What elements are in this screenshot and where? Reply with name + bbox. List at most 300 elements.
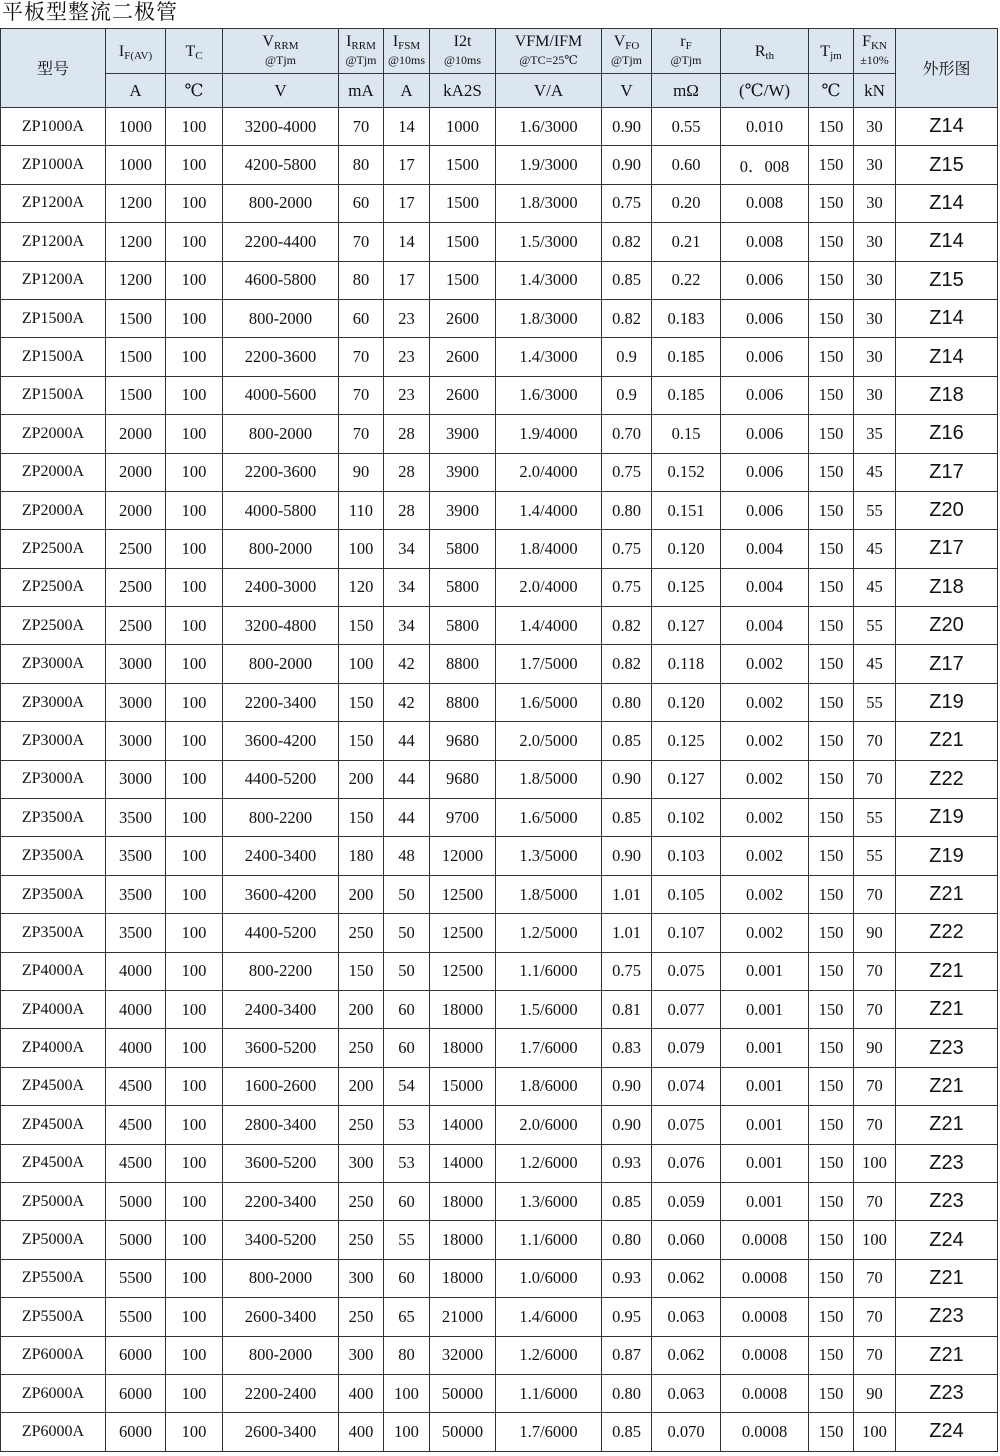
cell-rf: 0.063 (652, 1298, 721, 1336)
cell-tc: 100 (166, 799, 223, 837)
header-vfm-ifm-sym: VFM/IFM (514, 33, 583, 50)
cell-if-av: 1200 (106, 223, 166, 261)
cell-vfm-ifm: 1.8/4000 (496, 530, 602, 568)
header-ifsm-sub: FSM (398, 40, 421, 52)
cell-tc: 100 (166, 760, 223, 798)
cell-vfm-ifm: 1.1/6000 (496, 1221, 602, 1259)
cell-model: ZP2500A (1, 530, 106, 568)
cell-rf: 0.063 (652, 1374, 721, 1412)
cell-vfo: 0.9 (602, 376, 652, 414)
cell-vrrm: 800-2000 (223, 1259, 339, 1297)
cell-vrrm: 3200-4000 (223, 108, 339, 146)
cell-vfo: 1.01 (602, 875, 652, 913)
unit-if-av: A (106, 74, 166, 108)
cell-vfo: 0.82 (602, 223, 652, 261)
cell-rth: 0.004 (721, 568, 809, 606)
table-row (1, 146, 998, 184)
cell-tc: 100 (166, 1221, 223, 1259)
cell-shape: Z14 (896, 299, 998, 337)
cell-i2t: 18000 (430, 990, 496, 1028)
cell-if-av: 1500 (106, 299, 166, 337)
cell-rf: 0.079 (652, 1029, 721, 1067)
cell-vfo: 0.90 (602, 146, 652, 184)
cell-i2t: 9700 (430, 799, 496, 837)
cell-i2t: 32000 (430, 1336, 496, 1374)
cell-tjm: 150 (809, 491, 854, 529)
cell-tjm: 150 (809, 338, 854, 376)
cell-vrrm: 800-2200 (223, 799, 339, 837)
cell-rf: 0.22 (652, 261, 721, 299)
cell-tjm: 150 (809, 952, 854, 990)
cell-rth: 0.006 (721, 491, 809, 529)
cell-ifsm: 60 (384, 1182, 430, 1220)
header-i2t (430, 29, 496, 74)
cell-fkn: 55 (854, 607, 896, 645)
cell-ifsm: 42 (384, 645, 430, 683)
cell-rf: 0.152 (652, 453, 721, 491)
cell-rth: 0.0008 (721, 1259, 809, 1297)
cell-fkn: 70 (854, 722, 896, 760)
header-ifsm-sym: I (392, 33, 399, 50)
table-row (1, 607, 998, 645)
cell-shape: Z24 (896, 1221, 998, 1259)
cell-vfo: 0.9 (602, 338, 652, 376)
cell-ifsm: 34 (384, 568, 430, 606)
cell-rf: 0.125 (652, 568, 721, 606)
cell-rth: 0.0008 (721, 1298, 809, 1336)
cell-vfo: 0.85 (602, 1413, 652, 1451)
cell-rth: 0.0008 (721, 1336, 809, 1374)
table-row (1, 914, 998, 952)
cell-model: ZP3500A (1, 799, 106, 837)
cell-i2t: 12500 (430, 914, 496, 952)
cell-vfm-ifm: 1.8/3000 (496, 184, 602, 222)
cell-vrrm: 3600-4200 (223, 722, 339, 760)
cell-irrm: 400 (339, 1374, 384, 1412)
cell-vrrm: 4000-5800 (223, 491, 339, 529)
cell-rf: 0.127 (652, 607, 721, 645)
cell-ifsm: 44 (384, 799, 430, 837)
cell-if-av: 3000 (106, 645, 166, 683)
cell-fkn: 35 (854, 415, 896, 453)
header-rf-sym: r (680, 33, 686, 50)
header-fkn-cond: ±10% (860, 53, 889, 67)
cell-shape: Z20 (896, 607, 998, 645)
cell-vfm-ifm: 1.8/6000 (496, 1067, 602, 1105)
cell-tc: 100 (166, 683, 223, 721)
cell-vfm-ifm: 1.4/4000 (496, 491, 602, 529)
cell-fkn: 45 (854, 645, 896, 683)
cell-rf: 0.059 (652, 1182, 721, 1220)
cell-tc: 100 (166, 1182, 223, 1220)
cell-rth: 0.0008 (721, 1413, 809, 1451)
table-row (1, 184, 998, 222)
cell-rth: 0.006 (721, 376, 809, 414)
cell-model: ZP3000A (1, 760, 106, 798)
header-row-params (1, 29, 998, 74)
cell-if-av: 5500 (106, 1259, 166, 1297)
cell-vfo: 0.82 (602, 299, 652, 337)
cell-tjm: 150 (809, 645, 854, 683)
cell-irrm: 250 (339, 1182, 384, 1220)
cell-vrrm: 2800-3400 (223, 1106, 339, 1144)
cell-irrm: 250 (339, 1029, 384, 1067)
cell-irrm: 180 (339, 837, 384, 875)
cell-fkn: 30 (854, 261, 896, 299)
cell-ifsm: 100 (384, 1413, 430, 1451)
header-vrrm-sym: V (262, 33, 275, 50)
cell-shape: Z21 (896, 1067, 998, 1105)
cell-if-av: 2500 (106, 568, 166, 606)
cell-rth: 0.001 (721, 1182, 809, 1220)
cell-irrm: 150 (339, 799, 384, 837)
cell-vrrm: 2200-4400 (223, 223, 339, 261)
cell-tjm: 150 (809, 530, 854, 568)
table-row (1, 1259, 998, 1297)
cell-vfm-ifm: 2.0/4000 (496, 568, 602, 606)
cell-vfm-ifm: 1.8/3000 (496, 299, 602, 337)
cell-rth: 0.002 (721, 760, 809, 798)
cell-fkn: 90 (854, 1374, 896, 1412)
cell-irrm: 90 (339, 453, 384, 491)
cell-tc: 100 (166, 491, 223, 529)
cell-model: ZP4000A (1, 952, 106, 990)
table-row (1, 1374, 998, 1412)
cell-fkn: 30 (854, 108, 896, 146)
cell-if-av: 6000 (106, 1413, 166, 1451)
table-row (1, 683, 998, 721)
cell-fkn: 55 (854, 837, 896, 875)
cell-rf: 0.125 (652, 722, 721, 760)
cell-fkn: 100 (854, 1413, 896, 1451)
cell-ifsm: 54 (384, 1067, 430, 1105)
cell-tc: 100 (166, 1336, 223, 1374)
cell-ifsm: 28 (384, 415, 430, 453)
cell-rth: 0.001 (721, 1144, 809, 1182)
cell-vfm-ifm: 1.3/5000 (496, 837, 602, 875)
cell-i2t: 12000 (430, 837, 496, 875)
table-row (1, 1221, 998, 1259)
cell-ifsm: 23 (384, 376, 430, 414)
cell-if-av: 6000 (106, 1374, 166, 1412)
table-row (1, 1182, 998, 1220)
cell-model: ZP6000A (1, 1336, 106, 1374)
table-row (1, 645, 998, 683)
cell-shape: Z21 (896, 722, 998, 760)
cell-rth: 0.001 (721, 1067, 809, 1105)
cell-vfo: 0.75 (602, 952, 652, 990)
table-row (1, 875, 998, 913)
cell-irrm: 300 (339, 1259, 384, 1297)
cell-i2t: 3900 (430, 415, 496, 453)
cell-shape: Z15 (896, 261, 998, 299)
cell-if-av: 2000 (106, 453, 166, 491)
cell-tc: 100 (166, 1029, 223, 1067)
cell-i2t: 1500 (430, 146, 496, 184)
cell-ifsm: 34 (384, 607, 430, 645)
cell-tjm: 150 (809, 261, 854, 299)
cell-rth: 0.002 (721, 645, 809, 683)
table-row (1, 415, 998, 453)
cell-ifsm: 28 (384, 453, 430, 491)
cell-irrm: 150 (339, 952, 384, 990)
cell-irrm: 250 (339, 1106, 384, 1144)
cell-tc: 100 (166, 1144, 223, 1182)
table-row (1, 1106, 998, 1144)
cell-vrrm: 800-2000 (223, 299, 339, 337)
header-tjm-sub: jm (830, 49, 842, 62)
cell-tjm: 150 (809, 914, 854, 952)
cell-shape: Z21 (896, 1259, 998, 1297)
cell-vfo: 0.90 (602, 760, 652, 798)
cell-rth: 0.002 (721, 722, 809, 760)
cell-fkn: 70 (854, 1259, 896, 1297)
cell-i2t: 5800 (430, 607, 496, 645)
cell-vfo: 0.90 (602, 837, 652, 875)
cell-i2t: 1000 (430, 108, 496, 146)
cell-if-av: 3500 (106, 875, 166, 913)
cell-tjm: 150 (809, 722, 854, 760)
cell-vfm-ifm: 2.0/5000 (496, 722, 602, 760)
cell-rth: 0.002 (721, 683, 809, 721)
cell-i2t: 14000 (430, 1144, 496, 1182)
cell-vrrm: 2200-2400 (223, 1374, 339, 1412)
unit-tc: ℃ (166, 74, 223, 108)
cell-i2t: 3900 (430, 453, 496, 491)
cell-tjm: 150 (809, 1336, 854, 1374)
cell-tjm: 150 (809, 223, 854, 261)
header-tc-sub: C (195, 49, 203, 62)
cell-fkn: 70 (854, 1067, 896, 1105)
cell-vfm-ifm: 1.6/3000 (496, 108, 602, 146)
cell-rf: 0.070 (652, 1413, 721, 1451)
cell-vfo: 0.75 (602, 453, 652, 491)
cell-vrrm: 4400-5200 (223, 914, 339, 952)
cell-rth: 0.008 (721, 184, 809, 222)
cell-i2t: 15000 (430, 1067, 496, 1105)
cell-vfm-ifm: 1.5/6000 (496, 990, 602, 1028)
cell-i2t: 3900 (430, 491, 496, 529)
unit-rth: (℃/W) (721, 74, 809, 108)
cell-tjm: 150 (809, 1374, 854, 1412)
cell-vrrm: 2200-3600 (223, 338, 339, 376)
cell-tjm: 150 (809, 990, 854, 1028)
cell-tjm: 150 (809, 1413, 854, 1451)
cell-tjm: 150 (809, 683, 854, 721)
table-row (1, 799, 998, 837)
cell-model: ZP2000A (1, 415, 106, 453)
cell-vrrm: 4000-5600 (223, 376, 339, 414)
cell-tjm: 150 (809, 1221, 854, 1259)
cell-vfo: 0.90 (602, 1106, 652, 1144)
cell-model: ZP1000A (1, 108, 106, 146)
cell-model: ZP4500A (1, 1106, 106, 1144)
cell-irrm: 200 (339, 1067, 384, 1105)
cell-vfm-ifm: 1.4/3000 (496, 261, 602, 299)
cell-model: ZP2000A (1, 491, 106, 529)
cell-ifsm: 17 (384, 184, 430, 222)
cell-ifsm: 80 (384, 1336, 430, 1374)
cell-tjm: 150 (809, 415, 854, 453)
table-row (1, 837, 998, 875)
cell-rf: 0.185 (652, 338, 721, 376)
cell-if-av: 4500 (106, 1067, 166, 1105)
header-if-av (106, 29, 166, 74)
cell-vfm-ifm: 1.7/6000 (496, 1413, 602, 1451)
cell-rf: 0.60 (652, 146, 721, 184)
cell-i2t: 5800 (430, 530, 496, 568)
cell-shape: Z24 (896, 1413, 998, 1451)
cell-if-av: 3000 (106, 760, 166, 798)
cell-if-av: 3500 (106, 837, 166, 875)
cell-i2t: 2600 (430, 299, 496, 337)
cell-model: ZP1500A (1, 299, 106, 337)
header-tc (166, 29, 223, 74)
header-tc-sym: T (185, 42, 196, 60)
header-rth (721, 29, 809, 74)
table-row (1, 990, 998, 1028)
cell-vrrm: 2200-3400 (223, 683, 339, 721)
cell-if-av: 1000 (106, 108, 166, 146)
cell-tjm: 150 (809, 299, 854, 337)
cell-rth: 0.002 (721, 837, 809, 875)
cell-model: ZP6000A (1, 1374, 106, 1412)
cell-model: ZP1500A (1, 338, 106, 376)
cell-if-av: 3500 (106, 914, 166, 952)
cell-rth: 0.001 (721, 1106, 809, 1144)
cell-tjm: 150 (809, 376, 854, 414)
cell-tjm: 150 (809, 184, 854, 222)
cell-irrm: 70 (339, 338, 384, 376)
cell-rth: 0.004 (721, 607, 809, 645)
cell-i2t: 9680 (430, 760, 496, 798)
cell-vfm-ifm: 1.1/6000 (496, 952, 602, 990)
cell-irrm: 80 (339, 146, 384, 184)
cell-vfm-ifm: 1.9/3000 (496, 146, 602, 184)
cell-tjm: 150 (809, 1106, 854, 1144)
cell-ifsm: 60 (384, 990, 430, 1028)
unit-i2t: kA2S (430, 74, 496, 108)
cell-vfo: 0.81 (602, 990, 652, 1028)
cell-shape: Z14 (896, 223, 998, 261)
header-vfo-sym: V (613, 33, 626, 50)
cell-shape: Z18 (896, 376, 998, 414)
page-title: 平板型整流二极管 (2, 0, 178, 24)
cell-vfo: 0.93 (602, 1144, 652, 1182)
cell-i2t: 2600 (430, 338, 496, 376)
cell-if-av: 4500 (106, 1144, 166, 1182)
cell-tjm: 150 (809, 1029, 854, 1067)
cell-shape: Z18 (896, 568, 998, 606)
cell-vfo: 0.87 (602, 1336, 652, 1374)
cell-i2t: 50000 (430, 1413, 496, 1451)
cell-fkn: 70 (854, 1336, 896, 1374)
header-model: 型号 (1, 29, 106, 108)
cell-irrm: 400 (339, 1413, 384, 1451)
cell-rf: 0.102 (652, 799, 721, 837)
header-fkn-sym: F (862, 33, 871, 50)
unit-ifsm: A (384, 74, 430, 108)
header-vfo-sub: FO (625, 40, 640, 52)
cell-shape: Z17 (896, 453, 998, 491)
cell-irrm: 70 (339, 415, 384, 453)
cell-fkn: 55 (854, 799, 896, 837)
cell-vfm-ifm: 1.6/5000 (496, 799, 602, 837)
cell-vrrm: 800-2000 (223, 530, 339, 568)
header-vfm-ifm-cond: @TC=25℃ (519, 53, 578, 67)
table-row (1, 223, 998, 261)
unit-vrrm: V (223, 74, 339, 108)
cell-tjm: 150 (809, 568, 854, 606)
cell-vrrm: 3600-4200 (223, 875, 339, 913)
cell-irrm: 250 (339, 1298, 384, 1336)
cell-irrm: 100 (339, 645, 384, 683)
header-vrrm (223, 29, 339, 74)
cell-model: ZP3500A (1, 875, 106, 913)
cell-fkn: 30 (854, 146, 896, 184)
cell-if-av: 2500 (106, 530, 166, 568)
cell-tjm: 150 (809, 1144, 854, 1182)
header-fkn-sub: KN (871, 40, 887, 52)
cell-vrrm: 2400-3400 (223, 837, 339, 875)
cell-i2t: 18000 (430, 1029, 496, 1067)
cell-rth: 0.001 (721, 1029, 809, 1067)
cell-irrm: 60 (339, 299, 384, 337)
header-if-av-sub: F(AV) (124, 49, 153, 62)
cell-rf: 0.105 (652, 875, 721, 913)
header-irrm-cond: @Tjm (345, 53, 377, 67)
cell-shape: Z17 (896, 530, 998, 568)
cell-model: ZP1200A (1, 223, 106, 261)
cell-i2t: 2600 (430, 376, 496, 414)
cell-tc: 100 (166, 645, 223, 683)
header-vfo-cond: @Tjm (610, 53, 643, 67)
cell-tc: 100 (166, 1413, 223, 1451)
cell-fkn: 30 (854, 299, 896, 337)
cell-shape: Z14 (896, 338, 998, 376)
header-i2t-cond: @10ms (443, 53, 482, 67)
cell-vfm-ifm: 1.0/6000 (496, 1259, 602, 1297)
header-rth-sym: R (754, 42, 766, 60)
cell-vfm-ifm: 1.2/6000 (496, 1336, 602, 1374)
cell-vrrm: 3400-5200 (223, 1221, 339, 1259)
cell-vfm-ifm: 1.5/3000 (496, 223, 602, 261)
header-vfo (602, 29, 652, 74)
cell-irrm: 300 (339, 1336, 384, 1374)
cell-vfo: 0.82 (602, 607, 652, 645)
cell-vfo: 0.80 (602, 1221, 652, 1259)
header-irrm-sub: RRM (351, 40, 376, 52)
cell-tc: 100 (166, 837, 223, 875)
cell-i2t: 1500 (430, 261, 496, 299)
header-ifsm (384, 29, 430, 74)
cell-rf: 0.060 (652, 1221, 721, 1259)
header-shape: 外形图 (896, 29, 998, 108)
cell-vfo: 0.83 (602, 1029, 652, 1067)
header-rf (652, 29, 721, 74)
cell-vrrm: 2200-3600 (223, 453, 339, 491)
cell-if-av: 1000 (106, 146, 166, 184)
header-if-av-sym: I (118, 42, 125, 60)
cell-tc: 100 (166, 223, 223, 261)
unit-vfo: V (602, 74, 652, 108)
cell-model: ZP5000A (1, 1221, 106, 1259)
unit-vfm-ifm: V/A (496, 74, 602, 108)
cell-vfm-ifm: 1.7/6000 (496, 1029, 602, 1067)
cell-vfo: 0.85 (602, 261, 652, 299)
cell-if-av: 1500 (106, 376, 166, 414)
cell-shape: Z21 (896, 875, 998, 913)
